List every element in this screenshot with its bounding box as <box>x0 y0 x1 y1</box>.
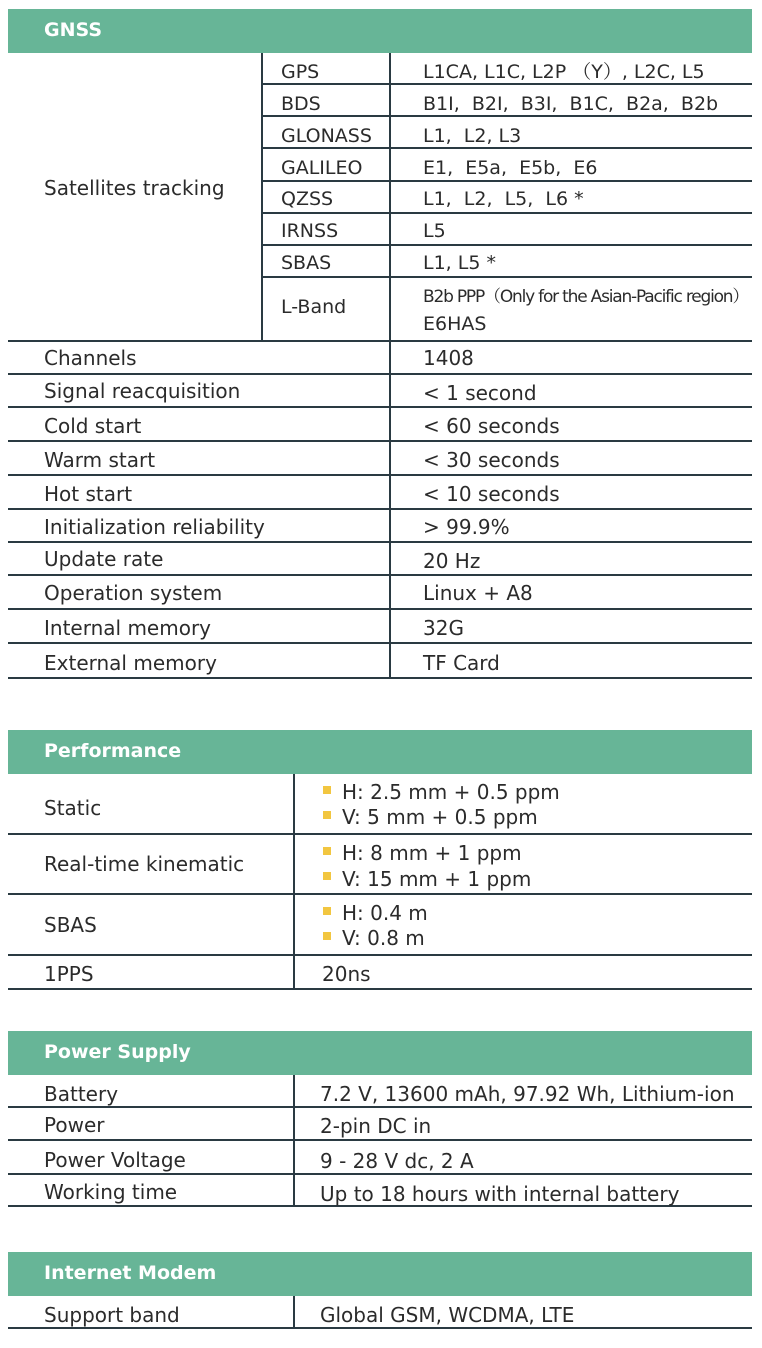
system-name: GALILEO <box>281 157 363 179</box>
row-value: 32G <box>423 616 464 640</box>
row-label: Internal memory <box>44 616 212 640</box>
row-rule <box>8 677 752 679</box>
row-label: Channels <box>44 346 137 370</box>
row-rule <box>8 833 752 835</box>
row-rule <box>261 276 752 278</box>
satellites-tracking-label: Satellites tracking <box>44 176 225 200</box>
vertical-accuracy: V: 15 mm + 1 ppm <box>342 867 532 891</box>
system-name: GLONASS <box>281 125 372 147</box>
row-value: 1408 <box>423 346 474 370</box>
row-rule <box>261 180 752 182</box>
row-label: Cold start <box>44 414 142 438</box>
performance-label: SBAS <box>44 913 97 937</box>
performance-label: Real-time kinematic <box>44 852 245 876</box>
system-signals: L1, L2, L3 <box>423 125 522 147</box>
power-label: Power Voltage <box>44 1148 186 1172</box>
row-rule <box>8 508 752 510</box>
row-value: TF Card <box>423 651 500 675</box>
row-rule <box>8 1173 752 1175</box>
system-signals: L1, L2, L5, L6 * <box>423 188 584 210</box>
row-value: < 1 second <box>423 381 537 405</box>
performance-divider <box>293 774 295 989</box>
system-signals: B2b PPP（Only for the Asian-Pacific region） <box>423 287 749 307</box>
row-rule <box>8 954 752 956</box>
row-rule <box>8 988 752 990</box>
row-label: Hot start <box>44 482 133 506</box>
row-rule <box>8 373 752 375</box>
row-value: Linux + A8 <box>423 581 533 605</box>
bullet-icon <box>323 786 331 794</box>
bullet-icon <box>323 872 331 880</box>
row-label: Update rate <box>44 547 164 571</box>
power-value: 9 - 28 V dc, 2 A <box>320 1149 474 1173</box>
system-signals: B1I, B2I, B3I, B1C, B2a, B2b <box>423 93 719 115</box>
vertical-accuracy: V: 5 mm + 0.5 ppm <box>342 805 538 829</box>
row-rule <box>261 212 752 214</box>
horizontal-accuracy: H: 2.5 mm + 0.5 ppm <box>342 780 560 804</box>
system-name: IRNSS <box>281 220 339 242</box>
modem-value: Global GSM, WCDMA, LTE <box>320 1303 575 1327</box>
system-signals-secondary: E6HAS <box>423 313 487 335</box>
power-value: 2-pin DC in <box>320 1114 432 1138</box>
bullet-icon <box>323 907 331 915</box>
row-rule <box>8 474 752 476</box>
power-label: Power <box>44 1113 105 1137</box>
row-value: > 99.9% <box>423 515 510 539</box>
modem-divider <box>293 1296 295 1329</box>
pps-label: 1PPS <box>44 962 94 986</box>
row-rule <box>8 1106 752 1108</box>
row-rule <box>8 893 752 895</box>
modem-section-title: Internet Modem <box>44 1262 217 1284</box>
row-label: Initialization reliability <box>44 515 265 539</box>
bullet-icon <box>323 847 331 855</box>
power-section-header <box>8 1031 752 1075</box>
system-name: GPS <box>281 61 320 83</box>
system-name: QZSS <box>281 188 334 210</box>
row-rule <box>8 1139 752 1141</box>
performance-section-header <box>8 730 752 774</box>
row-label: Signal reacquisition <box>44 379 241 403</box>
vertical-accuracy: V: 0.8 m <box>342 926 425 950</box>
row-rule <box>8 1327 752 1329</box>
row-value: < 10 seconds <box>423 482 560 506</box>
row-rule <box>8 608 752 610</box>
horizontal-accuracy: H: 8 mm + 1 ppm <box>342 841 522 865</box>
satellites-divider-left <box>261 53 263 340</box>
system-name: L-Band <box>281 296 347 318</box>
bullet-icon <box>323 811 331 819</box>
row-value: < 60 seconds <box>423 414 560 438</box>
row-value: < 30 seconds <box>423 448 560 472</box>
pps-value: 20ns <box>322 962 371 986</box>
power-section-title: Power Supply <box>44 1041 191 1063</box>
row-rule <box>8 440 752 442</box>
row-rule <box>8 340 752 342</box>
system-signals: L5 <box>423 220 446 242</box>
row-value: 20 Hz <box>423 549 481 573</box>
row-rule <box>8 541 752 543</box>
power-label: Working time <box>44 1180 178 1204</box>
row-rule <box>8 642 752 644</box>
row-label: Warm start <box>44 448 156 472</box>
power-value: Up to 18 hours with internal battery <box>320 1182 680 1206</box>
system-name: SBAS <box>281 252 332 274</box>
bullet-icon <box>323 932 331 940</box>
horizontal-accuracy: H: 0.4 m <box>342 901 428 925</box>
row-label: External memory <box>44 651 217 675</box>
row-rule <box>8 406 752 408</box>
row-rule <box>8 574 752 576</box>
performance-label: Static <box>44 796 102 820</box>
performance-section-title: Performance <box>44 740 182 762</box>
gnss-section-title: GNSS <box>44 19 103 41</box>
system-signals: L1CA, L1C, L2P （Y）, L2C, L5 <box>423 61 705 83</box>
gnss-section-header <box>8 9 752 53</box>
system-signals: L1, L5 * <box>423 252 496 274</box>
row-rule <box>261 244 752 246</box>
modem-section-header <box>8 1252 752 1296</box>
power-value: 7.2 V, 13600 mAh, 97.92 Wh, Lithium-ion <box>320 1082 735 1106</box>
power-label: Battery <box>44 1082 119 1106</box>
row-label: Operation system <box>44 581 223 605</box>
system-signals: E1, E5a, E5b, E6 <box>423 157 598 179</box>
modem-label: Support band <box>44 1303 180 1327</box>
system-name: BDS <box>281 93 321 115</box>
